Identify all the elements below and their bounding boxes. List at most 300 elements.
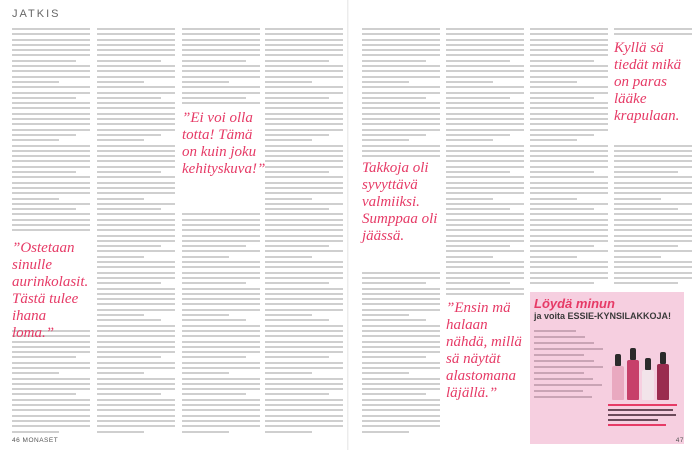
text-line — [97, 372, 144, 374]
text-line — [12, 208, 76, 210]
text-line — [446, 277, 524, 279]
text-line — [530, 160, 608, 162]
text-line — [362, 319, 426, 321]
text-line — [97, 134, 161, 136]
text-line — [362, 81, 409, 83]
text-line — [446, 282, 510, 284]
text-line — [362, 145, 440, 147]
text-line — [614, 145, 692, 147]
text-line — [12, 70, 90, 72]
text-line — [530, 171, 594, 173]
text-line — [362, 372, 409, 374]
text-line — [265, 235, 343, 237]
text-line — [182, 303, 260, 305]
nail-polish-bottle-3 — [642, 370, 654, 400]
text-line — [97, 341, 175, 343]
text-line — [182, 219, 260, 221]
text-line — [265, 81, 312, 83]
text-line — [265, 341, 343, 343]
text-line — [446, 123, 524, 125]
text-line — [446, 182, 524, 184]
text-line — [530, 166, 608, 168]
text-line — [182, 60, 246, 62]
nail-polish-bottle-2 — [627, 360, 639, 400]
bottle-cap-1 — [615, 354, 621, 366]
text-line — [12, 203, 90, 205]
text-line — [530, 33, 608, 35]
text-line — [12, 378, 90, 380]
text-line — [97, 28, 175, 30]
text-line — [12, 150, 90, 152]
text-line — [182, 33, 260, 35]
text-line — [530, 150, 608, 152]
text-line — [265, 272, 343, 274]
text-line — [182, 213, 260, 215]
text-line — [446, 176, 524, 178]
pull-quote-5: ”Ensin mä halaan nähdä, millä sä näytät alastomana läjällä.” — [446, 300, 522, 401]
text-line — [265, 92, 343, 94]
text-line — [182, 272, 260, 274]
text-line — [12, 49, 90, 51]
text-line — [97, 240, 175, 242]
text-line — [97, 198, 144, 200]
text-line — [530, 176, 608, 178]
text-line — [265, 335, 343, 337]
right-page-number: 47 — [675, 437, 684, 444]
text-line — [97, 229, 175, 231]
text-line — [97, 155, 175, 157]
text-line — [182, 325, 260, 327]
text-line — [12, 229, 90, 231]
text-line — [530, 208, 594, 210]
text-line — [97, 293, 175, 295]
text-line — [97, 49, 175, 51]
text-line — [182, 39, 260, 41]
text-line — [446, 65, 524, 67]
text-line — [182, 54, 260, 56]
text-line — [12, 425, 90, 427]
text-line — [362, 420, 440, 422]
text-line — [530, 192, 608, 194]
text-line — [614, 240, 692, 242]
text-line — [12, 86, 90, 88]
text-line — [362, 388, 440, 390]
text-line — [97, 250, 175, 252]
text-line — [182, 44, 260, 46]
text-line — [362, 341, 440, 343]
text-line — [446, 92, 524, 94]
text-line — [12, 367, 90, 369]
text-line — [530, 198, 577, 200]
text-line — [530, 235, 608, 237]
text-line — [530, 266, 608, 268]
ad-list-line — [534, 396, 592, 398]
text-line — [614, 187, 692, 189]
text-line — [182, 266, 260, 268]
text-line — [362, 97, 426, 99]
text-line — [614, 33, 692, 35]
text-line — [182, 420, 260, 422]
text-line — [265, 250, 343, 252]
text-line — [265, 266, 343, 268]
text-line — [614, 266, 692, 268]
text-line — [265, 388, 343, 390]
text-line — [446, 198, 493, 200]
text-line — [265, 383, 343, 385]
text-line — [530, 107, 608, 109]
text-line — [182, 235, 260, 237]
text-line — [182, 372, 229, 374]
text-line — [97, 303, 175, 305]
text-line — [265, 309, 343, 311]
text-line — [362, 367, 440, 369]
spread-gutter — [347, 0, 349, 450]
text-line — [362, 65, 440, 67]
ad-list-line — [534, 330, 576, 332]
text-line — [12, 415, 90, 417]
text-line — [265, 160, 343, 162]
text-line — [97, 224, 175, 226]
ad-list-line — [534, 366, 603, 368]
ad-list-line — [534, 378, 593, 380]
text-line — [265, 145, 343, 147]
text-line — [12, 76, 90, 78]
text-column-4 — [265, 28, 343, 433]
text-line — [182, 229, 260, 231]
text-line — [97, 330, 175, 332]
text-line — [182, 70, 260, 72]
text-line — [446, 28, 524, 30]
text-line — [265, 409, 343, 411]
ad-product-list — [534, 330, 604, 402]
text-line — [265, 425, 343, 427]
text-line — [97, 171, 161, 173]
text-line — [97, 208, 161, 210]
text-line — [182, 97, 246, 99]
text-line — [530, 224, 608, 226]
text-line — [182, 404, 260, 406]
text-line — [12, 97, 76, 99]
text-line — [530, 102, 608, 104]
text-line — [97, 76, 175, 78]
text-line — [362, 113, 440, 115]
text-line — [530, 219, 608, 221]
text-line — [182, 240, 260, 242]
text-line — [265, 49, 343, 51]
text-line — [362, 356, 426, 358]
text-line — [530, 277, 608, 279]
text-line — [614, 171, 678, 173]
text-line — [97, 431, 144, 433]
text-line — [182, 102, 260, 104]
text-line — [12, 171, 76, 173]
text-line — [530, 203, 608, 205]
text-line — [182, 245, 246, 247]
text-line — [614, 198, 661, 200]
nail-polish-bottle-1 — [612, 366, 624, 400]
text-line — [12, 351, 90, 353]
text-line — [446, 224, 524, 226]
text-line — [362, 404, 440, 406]
text-line — [530, 28, 608, 30]
bottle-cap-2 — [630, 348, 636, 360]
text-line — [362, 39, 440, 41]
ad-subtitle: ja voita ESSIE-KYNSILAKKOJA! — [534, 311, 672, 321]
text-line — [97, 415, 175, 417]
text-line — [446, 187, 524, 189]
text-line — [265, 118, 343, 120]
text-line — [530, 60, 594, 62]
text-line — [182, 81, 229, 83]
text-line — [446, 171, 510, 173]
text-line — [12, 129, 90, 131]
bottle-cap-3 — [645, 358, 651, 370]
text-line — [265, 314, 312, 316]
text-line — [97, 266, 175, 268]
text-line — [265, 282, 329, 284]
text-line — [265, 198, 312, 200]
text-line — [362, 314, 409, 316]
text-line — [182, 362, 260, 364]
text-line — [446, 150, 524, 152]
text-line — [265, 240, 343, 242]
text-line — [12, 187, 90, 189]
text-line — [530, 44, 608, 46]
text-line — [12, 192, 90, 194]
text-line — [362, 330, 440, 332]
text-line — [446, 102, 524, 104]
text-line — [446, 145, 524, 147]
text-line — [265, 208, 329, 210]
text-line — [97, 383, 175, 385]
text-line — [530, 92, 608, 94]
nail-polish-products — [608, 320, 680, 400]
text-line — [97, 235, 175, 237]
text-line — [12, 431, 59, 433]
text-line — [446, 213, 524, 215]
left-page-number: 46 MONASET — [12, 437, 59, 444]
text-line — [97, 325, 175, 327]
text-line — [265, 293, 343, 295]
bottle-cap-4 — [660, 352, 666, 364]
text-line — [265, 219, 343, 221]
text-line — [362, 86, 440, 88]
text-line — [530, 155, 608, 157]
text-line — [97, 81, 144, 83]
text-line — [362, 288, 440, 290]
ad-list-line — [534, 372, 584, 374]
ad-caption — [608, 404, 680, 429]
text-line — [182, 49, 260, 51]
text-line — [530, 81, 577, 83]
text-line — [265, 150, 343, 152]
text-line — [97, 65, 175, 67]
text-line — [265, 134, 329, 136]
text-line — [12, 182, 90, 184]
text-line — [362, 425, 440, 427]
text-line — [530, 250, 608, 252]
text-line — [530, 245, 594, 247]
text-line — [182, 341, 260, 343]
text-line — [362, 123, 440, 125]
text-line — [614, 250, 692, 252]
pull-quote-3: Takkoja oli syvyttävä valmiiksi. Sumppaa oli jäässä. — [362, 160, 438, 244]
text-line — [182, 409, 260, 411]
text-line — [530, 240, 608, 242]
text-line — [362, 431, 409, 433]
text-line — [362, 272, 440, 274]
text-line — [12, 388, 90, 390]
text-line — [12, 224, 90, 226]
ad-list-line — [534, 390, 583, 392]
text-line — [446, 160, 524, 162]
text-line — [362, 76, 440, 78]
text-line — [362, 399, 440, 401]
text-line — [265, 123, 343, 125]
text-line — [614, 213, 692, 215]
text-line — [362, 393, 426, 395]
text-line — [12, 65, 90, 67]
text-line — [12, 102, 90, 104]
text-line — [97, 92, 175, 94]
text-line — [12, 123, 90, 125]
text-line — [362, 118, 440, 120]
text-line — [446, 288, 524, 290]
text-line — [446, 49, 524, 51]
text-line — [362, 383, 440, 385]
text-line — [446, 134, 510, 136]
text-line — [265, 420, 343, 422]
text-line — [97, 70, 175, 72]
ad-list-line — [534, 342, 594, 344]
text-line — [614, 261, 692, 263]
pull-quote-2: ”Ei voi olla totta! Tämä on kuin joku kehityskuva!” — [182, 110, 266, 177]
text-line — [265, 372, 312, 374]
text-line — [614, 155, 692, 157]
text-line — [265, 393, 329, 395]
text-line — [362, 60, 426, 62]
text-line — [265, 54, 343, 56]
text-column-1 — [12, 28, 90, 433]
text-line — [97, 404, 175, 406]
text-line — [446, 256, 493, 258]
text-line — [362, 139, 409, 141]
text-line — [265, 107, 343, 109]
text-line — [614, 182, 692, 184]
text-line — [12, 113, 90, 115]
text-line — [182, 309, 260, 311]
text-line — [265, 351, 343, 353]
text-line — [614, 277, 692, 279]
text-line — [446, 76, 524, 78]
text-line — [446, 203, 524, 205]
text-line — [265, 431, 312, 433]
text-line — [12, 372, 59, 374]
text-column-2 — [97, 28, 175, 433]
text-line — [97, 367, 175, 369]
text-line — [182, 388, 260, 390]
text-line — [97, 33, 175, 35]
essie-contest-ad[interactable] — [530, 292, 684, 444]
text-line — [265, 213, 343, 215]
text-line — [182, 393, 246, 395]
text-line — [362, 335, 440, 337]
text-line — [97, 160, 175, 162]
text-line — [530, 76, 608, 78]
text-line — [97, 298, 175, 300]
text-line — [362, 28, 440, 30]
text-line — [362, 346, 440, 348]
text-line — [446, 60, 510, 62]
text-line — [97, 219, 175, 221]
text-line — [97, 139, 144, 141]
text-line — [446, 139, 493, 141]
text-line — [530, 70, 608, 72]
text-line — [265, 28, 343, 30]
text-line — [97, 346, 175, 348]
text-line — [530, 97, 594, 99]
text-line — [446, 272, 524, 274]
text-line — [97, 277, 175, 279]
text-line — [530, 256, 577, 258]
text-line — [446, 155, 524, 157]
text-line — [12, 155, 90, 157]
text-line — [530, 49, 608, 51]
text-line — [182, 250, 260, 252]
text-line — [362, 92, 440, 94]
text-line — [614, 245, 678, 247]
text-line — [182, 330, 260, 332]
text-line — [97, 362, 175, 364]
text-line — [12, 39, 90, 41]
text-line — [182, 351, 260, 353]
text-line — [182, 76, 260, 78]
text-line — [182, 288, 260, 290]
text-line — [265, 229, 343, 231]
text-line — [12, 356, 76, 358]
text-line — [362, 351, 440, 353]
text-line — [182, 399, 260, 401]
text-line — [362, 107, 440, 109]
text-line — [97, 192, 175, 194]
text-line — [446, 129, 524, 131]
text-line — [446, 97, 510, 99]
text-line — [362, 44, 440, 46]
text-line — [97, 256, 144, 258]
text-line — [12, 213, 90, 215]
text-line — [265, 187, 343, 189]
text-line — [182, 92, 260, 94]
text-line — [182, 65, 260, 67]
text-line — [265, 245, 329, 247]
text-line — [362, 298, 440, 300]
text-line — [97, 314, 144, 316]
text-line — [265, 171, 329, 173]
text-line — [182, 425, 260, 427]
text-line — [265, 346, 343, 348]
text-line — [182, 356, 246, 358]
text-line — [265, 192, 343, 194]
text-line — [446, 219, 524, 221]
ad-list-line — [534, 354, 584, 356]
text-line — [362, 303, 440, 305]
text-line — [182, 431, 229, 433]
text-line — [97, 203, 175, 205]
text-line — [97, 288, 175, 290]
pull-quote-4: Kyllä sä tiedät mikä on paras lääke krapulaan. — [614, 40, 682, 124]
text-line — [265, 86, 343, 88]
text-line — [530, 145, 608, 147]
